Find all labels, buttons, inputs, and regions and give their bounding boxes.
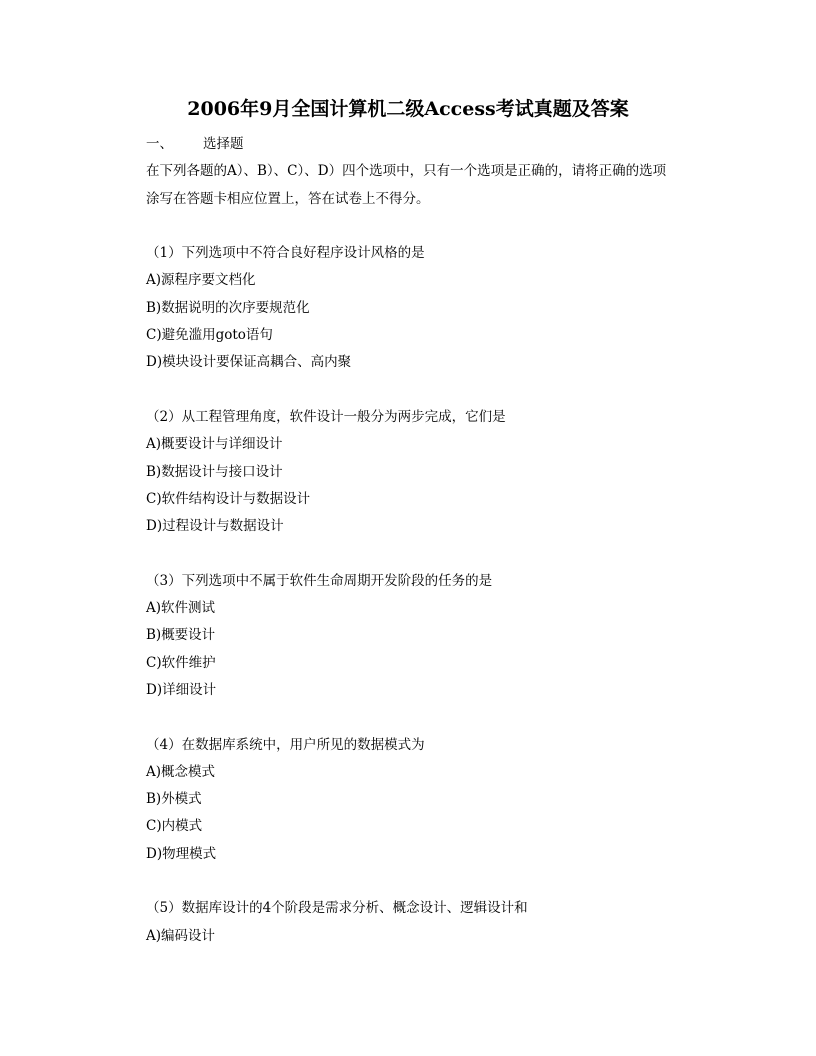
spacer	[146, 377, 706, 404]
question-option: A)概要设计与详细设计	[146, 436, 283, 453]
question-stem: （2）从工程管理角度，软件设计一般分为两步完成，它们是	[146, 408, 506, 425]
question-stem: （4）在数据库系统中，用户所见的数据模式为	[146, 736, 425, 753]
question-option: D)物理模式	[146, 845, 217, 862]
instructions-line-1: 在下列各题的A）、B）、C）、D）四个选项中，只有一个选项是正确的，请将正确的选项	[146, 163, 667, 180]
spacer	[146, 704, 706, 731]
question-option: A)编码设计	[146, 927, 216, 944]
question-block-4	[146, 732, 706, 868]
question-option: A)概念模式	[146, 763, 216, 780]
question-option: A)源程序要文档化	[146, 272, 256, 289]
question-option: A)软件测试	[146, 600, 216, 617]
question-option: D)详细设计	[146, 681, 217, 698]
question-option: B)数据说明的次序要规范化	[146, 299, 310, 316]
instructions-line-2: 涂写在答题卡相应位置上，答在试卷上不得分。	[146, 190, 430, 207]
section-heading	[146, 131, 706, 158]
question-block-2	[146, 404, 706, 540]
section-label: 选择题	[203, 136, 244, 152]
question-option: C)软件结构设计与数据设计	[146, 490, 311, 507]
question-block-3	[146, 568, 706, 704]
question-stem: （1）下列选项中不符合良好程序设计风格的是	[146, 245, 425, 262]
question-option: C)软件维护	[146, 654, 216, 671]
question-option: C)内模式	[146, 818, 203, 835]
question-option: B)外模式	[146, 791, 202, 808]
question-option: D)过程设计与数据设计	[146, 518, 284, 535]
spacer	[146, 540, 706, 567]
question-stem: （3）下列选项中不属于软件生命周期开发阶段的任务的是	[146, 572, 493, 589]
section-number: 一、	[146, 136, 173, 152]
question-option: B)概要设计	[146, 627, 216, 644]
spacer	[146, 213, 706, 240]
document-body	[146, 131, 706, 950]
question-block-5	[146, 895, 706, 950]
question-option: D)模块设计要保证高耦合、高内聚	[146, 354, 352, 371]
question-stem: （5）数据库设计的4个阶段是需求分析、概念设计、逻辑设计和	[146, 900, 528, 917]
question-block-1	[146, 240, 706, 376]
document-title: 2006年9月全国计算机二级Access考试真题及答案	[187, 98, 629, 120]
question-option: C)避免滥用goto语句	[146, 327, 273, 344]
question-option: B)数据设计与接口设计	[146, 463, 283, 480]
spacer	[146, 868, 706, 895]
